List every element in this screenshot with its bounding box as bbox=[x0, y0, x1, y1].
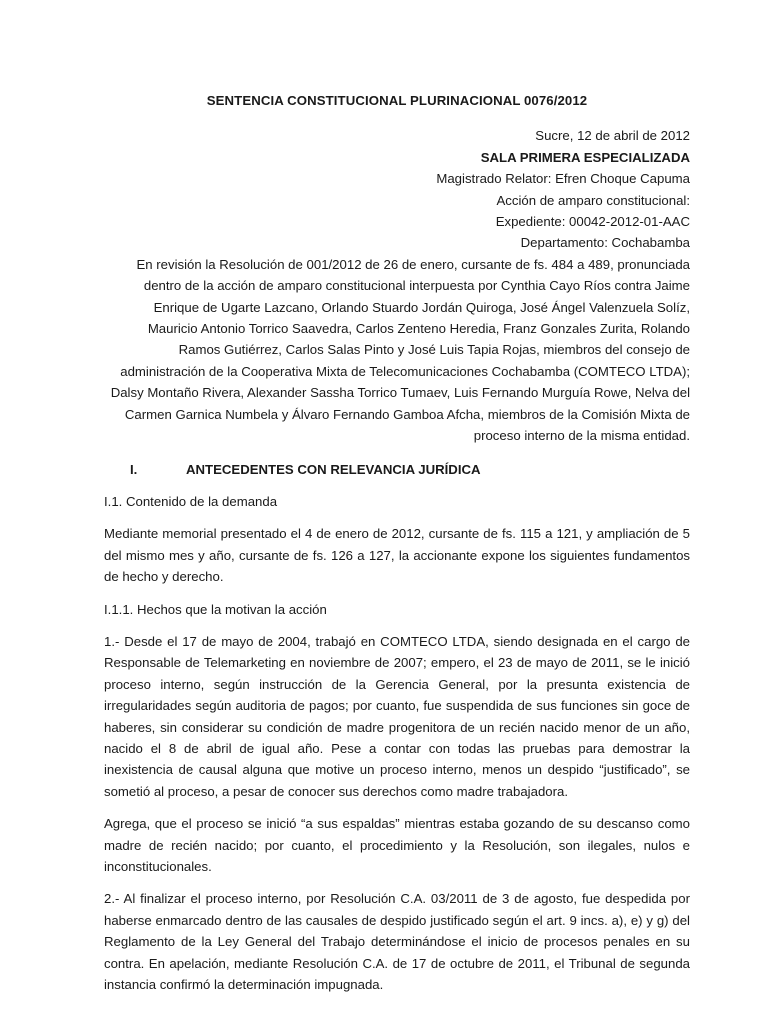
body-paragraph: Agrega, que el proceso se inició “a sus espaldas” mientras estaba gozando de su descanso como madre de recién nacido; por cuanto, el procedimiento y la Resolución, son ilegales, nulos e inconstitucionales. bbox=[104, 816, 690, 874]
body-paragraph: Mediante memorial presentado el 4 de enero de 2012, cursante de fs. 115 a 121, y ampliación de 5 del mismo mes y año, cursante de fs. 126 a 127, la accionante expone los siguientes fundamentos de hecho y derecho. bbox=[104, 526, 690, 585]
place-date: Sucre, 12 de abril de 2012 bbox=[535, 128, 690, 144]
rapporteur: Magistrado Relator: Efren Choque Capuma bbox=[436, 171, 690, 187]
action-type: Acción de amparo constitucional: bbox=[496, 192, 690, 208]
subsection-heading: I.1. Contenido de la demanda bbox=[104, 493, 278, 509]
document-content bbox=[104, 90, 690, 1006]
body-paragraph: 2.- Al finalizar el proceso interno, por Resolución C.A. 03/2011 de 3 de agosto, fue despedida por haberse enmarcado dentro de las causales de despido justificado según el art. 9 incs. a), e) y g) del Reglamento de la Ley General del Trabajo determinándose el inicio de procesos penales en su contra. En apelación, mediante Resolución C.A. de 17 de octubre de 2011, el Tribunal de segunda instancia confirmó la determinación impugnada. bbox=[104, 891, 690, 993]
body-paragraph: 1.- Desde el 17 de mayo de 2004, trabajó en COMTECO LTDA, siendo designada en el cargo de Responsable de Telemarketing en noviembre de 2007; empero, el 23 de mayo de 2011, se le inició proceso interno, según instrucción de la Gerencia General, por la presunta existencia de irregularidades según auditoria de pagos; por cuanto, fue suspendida de sus funciones sin goce de haberes, sin considerar su condición de madre progenitora de un recién nacido menor de un año, nacido el 8 de abril de igual año. Pese a contar con todas las pruebas para demostrar la inexistencia de causal alguna que motive un proceso interno, menos un despido “justificado”, se sometió al proceso, a pesar de conocer sus derechos como madre trabajadora. bbox=[104, 633, 690, 799]
review-paragraph: En revisión la Resolución de 001/2012 de 26 de enero, cursante de fs. 484 a 489, pronunciada dentro de la acción de amparo constitucional interpuesta por Cynthia Cayo Ríos contra Jaime Enrique de Ugarte Lazcano, Orlando Stuardo Jordán Quiroga, José Ángel Valenzuela Solíz, Mauricio Antonio Torrico Saavedra, Carlos Zenteno Heredia, Franz Gonzales Zurita, Rolando Ramos Gutiérrez, Carlos Salas Pinto y José Luis Tapia Rojas, miembros del consejo de administración de la Cooperativa Mixta de Telecomunicaciones Cochabamba (COMTECO LTDA); Dalsy Montaño Rivera, Alexander Sassha Torrico Tumaev, Luis Fernando Murguía Rowe, Nelva del Carmen Garnica Numbela y Álvaro Fernando Gamboa Afcha, miembros de la Comisión Mixta de proceso interno de la misma entidad. bbox=[110, 256, 690, 444]
case-header bbox=[104, 125, 690, 253]
section-number: I. bbox=[130, 461, 138, 477]
section-title: ANTECEDENTES CON RELEVANCIA JURÍDICA bbox=[186, 461, 481, 477]
section-heading bbox=[104, 459, 690, 480]
department: Departamento: Cochabamba bbox=[520, 235, 690, 251]
chamber-name: SALA PRIMERA ESPECIALIZADA bbox=[480, 149, 690, 165]
subsection-heading: I.1.1. Hechos que la motivan la acción bbox=[104, 601, 327, 617]
document-title: SENTENCIA CONSTITUCIONAL PLURINACIONAL 0076/2012 bbox=[206, 93, 588, 108]
file-number: Expediente: 00042-2012-01-AAC bbox=[495, 214, 690, 230]
